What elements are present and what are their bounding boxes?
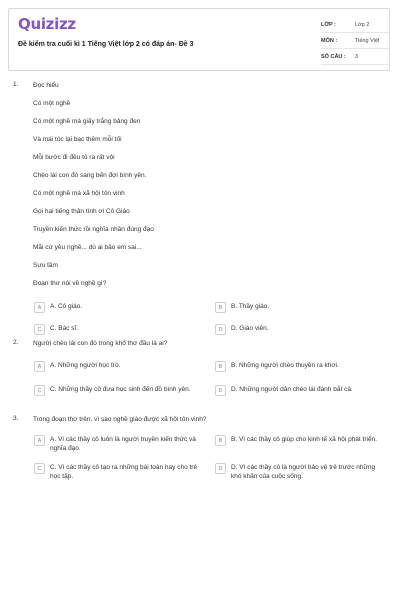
answer-option-b[interactable]: [215, 435, 395, 446]
meta-row-count: [321, 49, 389, 65]
option-text: A. Những người học trò.: [50, 362, 121, 369]
question-body: [33, 81, 390, 342]
option-text: C. Vì các thầy cô tạo ra những bài toán hay cho trẻ học tập.: [50, 464, 198, 480]
option-text: D. Giáo viên.: [231, 325, 269, 332]
option-text: B. Thầy giáo.: [231, 303, 270, 310]
option-text: C. Những thầy cô đưa học sinh đến đồ bình yên.: [50, 386, 191, 393]
question-line: Người chèo lái con đò trong khổ thơ đầu là ai?: [33, 340, 168, 347]
question-line: Đọc hiểu: [33, 82, 59, 89]
option-letter: B: [215, 302, 226, 313]
option-letter: A: [34, 435, 45, 446]
document-title: Đề kiểm tra cuối kì 1 Tiếng Việt lớp 2 có đáp án- Đề 3: [18, 41, 194, 48]
option-text: A. Cô giáo.: [50, 303, 83, 310]
answer-option-d[interactable]: [215, 463, 385, 481]
question-line: Chèo lái con đò sang bến đợi bình yên.: [33, 172, 147, 179]
answer-option-d[interactable]: [215, 324, 269, 335]
option-letter: C: [34, 463, 45, 474]
meta-label: MÔN :: [321, 37, 338, 44]
meta-value: Lớp 2: [355, 21, 370, 28]
question-line: Trong đoạn thơ trên, vì sao nghề giáo được xã hội tôn vinh?: [33, 416, 207, 423]
question-number: 1.: [13, 81, 19, 88]
answer-option-c[interactable]: [34, 463, 204, 481]
answer-option-b[interactable]: [215, 302, 269, 313]
option-letter: D: [215, 324, 226, 335]
meta-label: SỐ CÂU :: [321, 53, 346, 60]
question-line: Mãi cứ yêu nghề... dù ai bảo em sai...: [33, 244, 142, 251]
question-line: Có một nghề mà giấy trắng bảng đen: [33, 118, 141, 125]
option-letter: C: [34, 324, 45, 335]
question-line: Truyền kiến thức rồi nghĩa nhân đúng đạo: [33, 226, 154, 233]
meta-row-subject: [321, 33, 389, 49]
question-line: Đoạn thơ nói về nghề gì?: [33, 280, 107, 287]
option-text: B. Những người chèo thuyền ra khơi.: [231, 362, 339, 369]
option-letter: A: [34, 302, 45, 313]
question-2: [13, 339, 390, 407]
option-text: A. Vì các thầy cô luôn là người truyền kiến thức và nghĩa đạo.: [50, 436, 196, 452]
answer-option-d[interactable]: [215, 385, 390, 396]
question-3: [13, 415, 390, 491]
question-1: [13, 81, 390, 342]
question-line: Sưu tầm: [33, 262, 58, 269]
question-body: [33, 339, 390, 407]
meta-row-class: [321, 17, 389, 33]
meta-value: 3: [355, 53, 359, 60]
answer-option-b[interactable]: [215, 361, 390, 372]
meta-value: Tiếng Việt: [355, 37, 380, 44]
option-letter: B: [215, 435, 226, 446]
answer-option-a[interactable]: [34, 361, 194, 372]
answer-options: [33, 302, 390, 342]
question-line: Có một nghề: [33, 100, 71, 107]
answer-option-a[interactable]: [34, 302, 82, 313]
option-letter: D: [215, 385, 226, 396]
option-letter: C: [34, 385, 45, 396]
option-text: C. Bác sĩ.: [50, 325, 79, 332]
question-line: Gọi hai tiếng thân tình ơi Cô Giáo: [33, 208, 130, 215]
answer-option-a[interactable]: [34, 435, 204, 453]
question-body: [33, 415, 390, 491]
quizizz-logo: Quizizz: [18, 15, 76, 33]
option-letter: D: [215, 463, 226, 474]
answer-option-c[interactable]: [34, 324, 78, 335]
question-line: Mỗi bước đi đều tỏ ra rất vội: [33, 154, 115, 161]
answer-options: [33, 435, 390, 491]
option-text: D. Những người dân chèo lái đánh bắt cá.: [231, 386, 353, 393]
option-letter: B: [215, 361, 226, 372]
option-letter: A: [34, 361, 45, 372]
answer-option-c[interactable]: [34, 385, 192, 396]
question-line: Và mái tóc lại bạc thêm mỗi tối: [33, 136, 122, 143]
question-number: 2.: [13, 339, 19, 346]
meta-label: LỚP :: [321, 21, 336, 28]
option-text: D. Vì các thầy cô là người bảo vệ trẻ trước những khó khăn của cuộc sống.: [231, 464, 376, 480]
meta-table: [321, 17, 389, 65]
answer-options: [33, 361, 390, 407]
question-line: Có một nghề mà xã hội tôn vinh: [33, 190, 125, 197]
worksheet-header: [8, 8, 390, 71]
question-number: 3.: [13, 415, 19, 422]
option-text: B. Vì các thầy cô giúp cho kinh tế xã hội phát triển.: [231, 436, 377, 443]
